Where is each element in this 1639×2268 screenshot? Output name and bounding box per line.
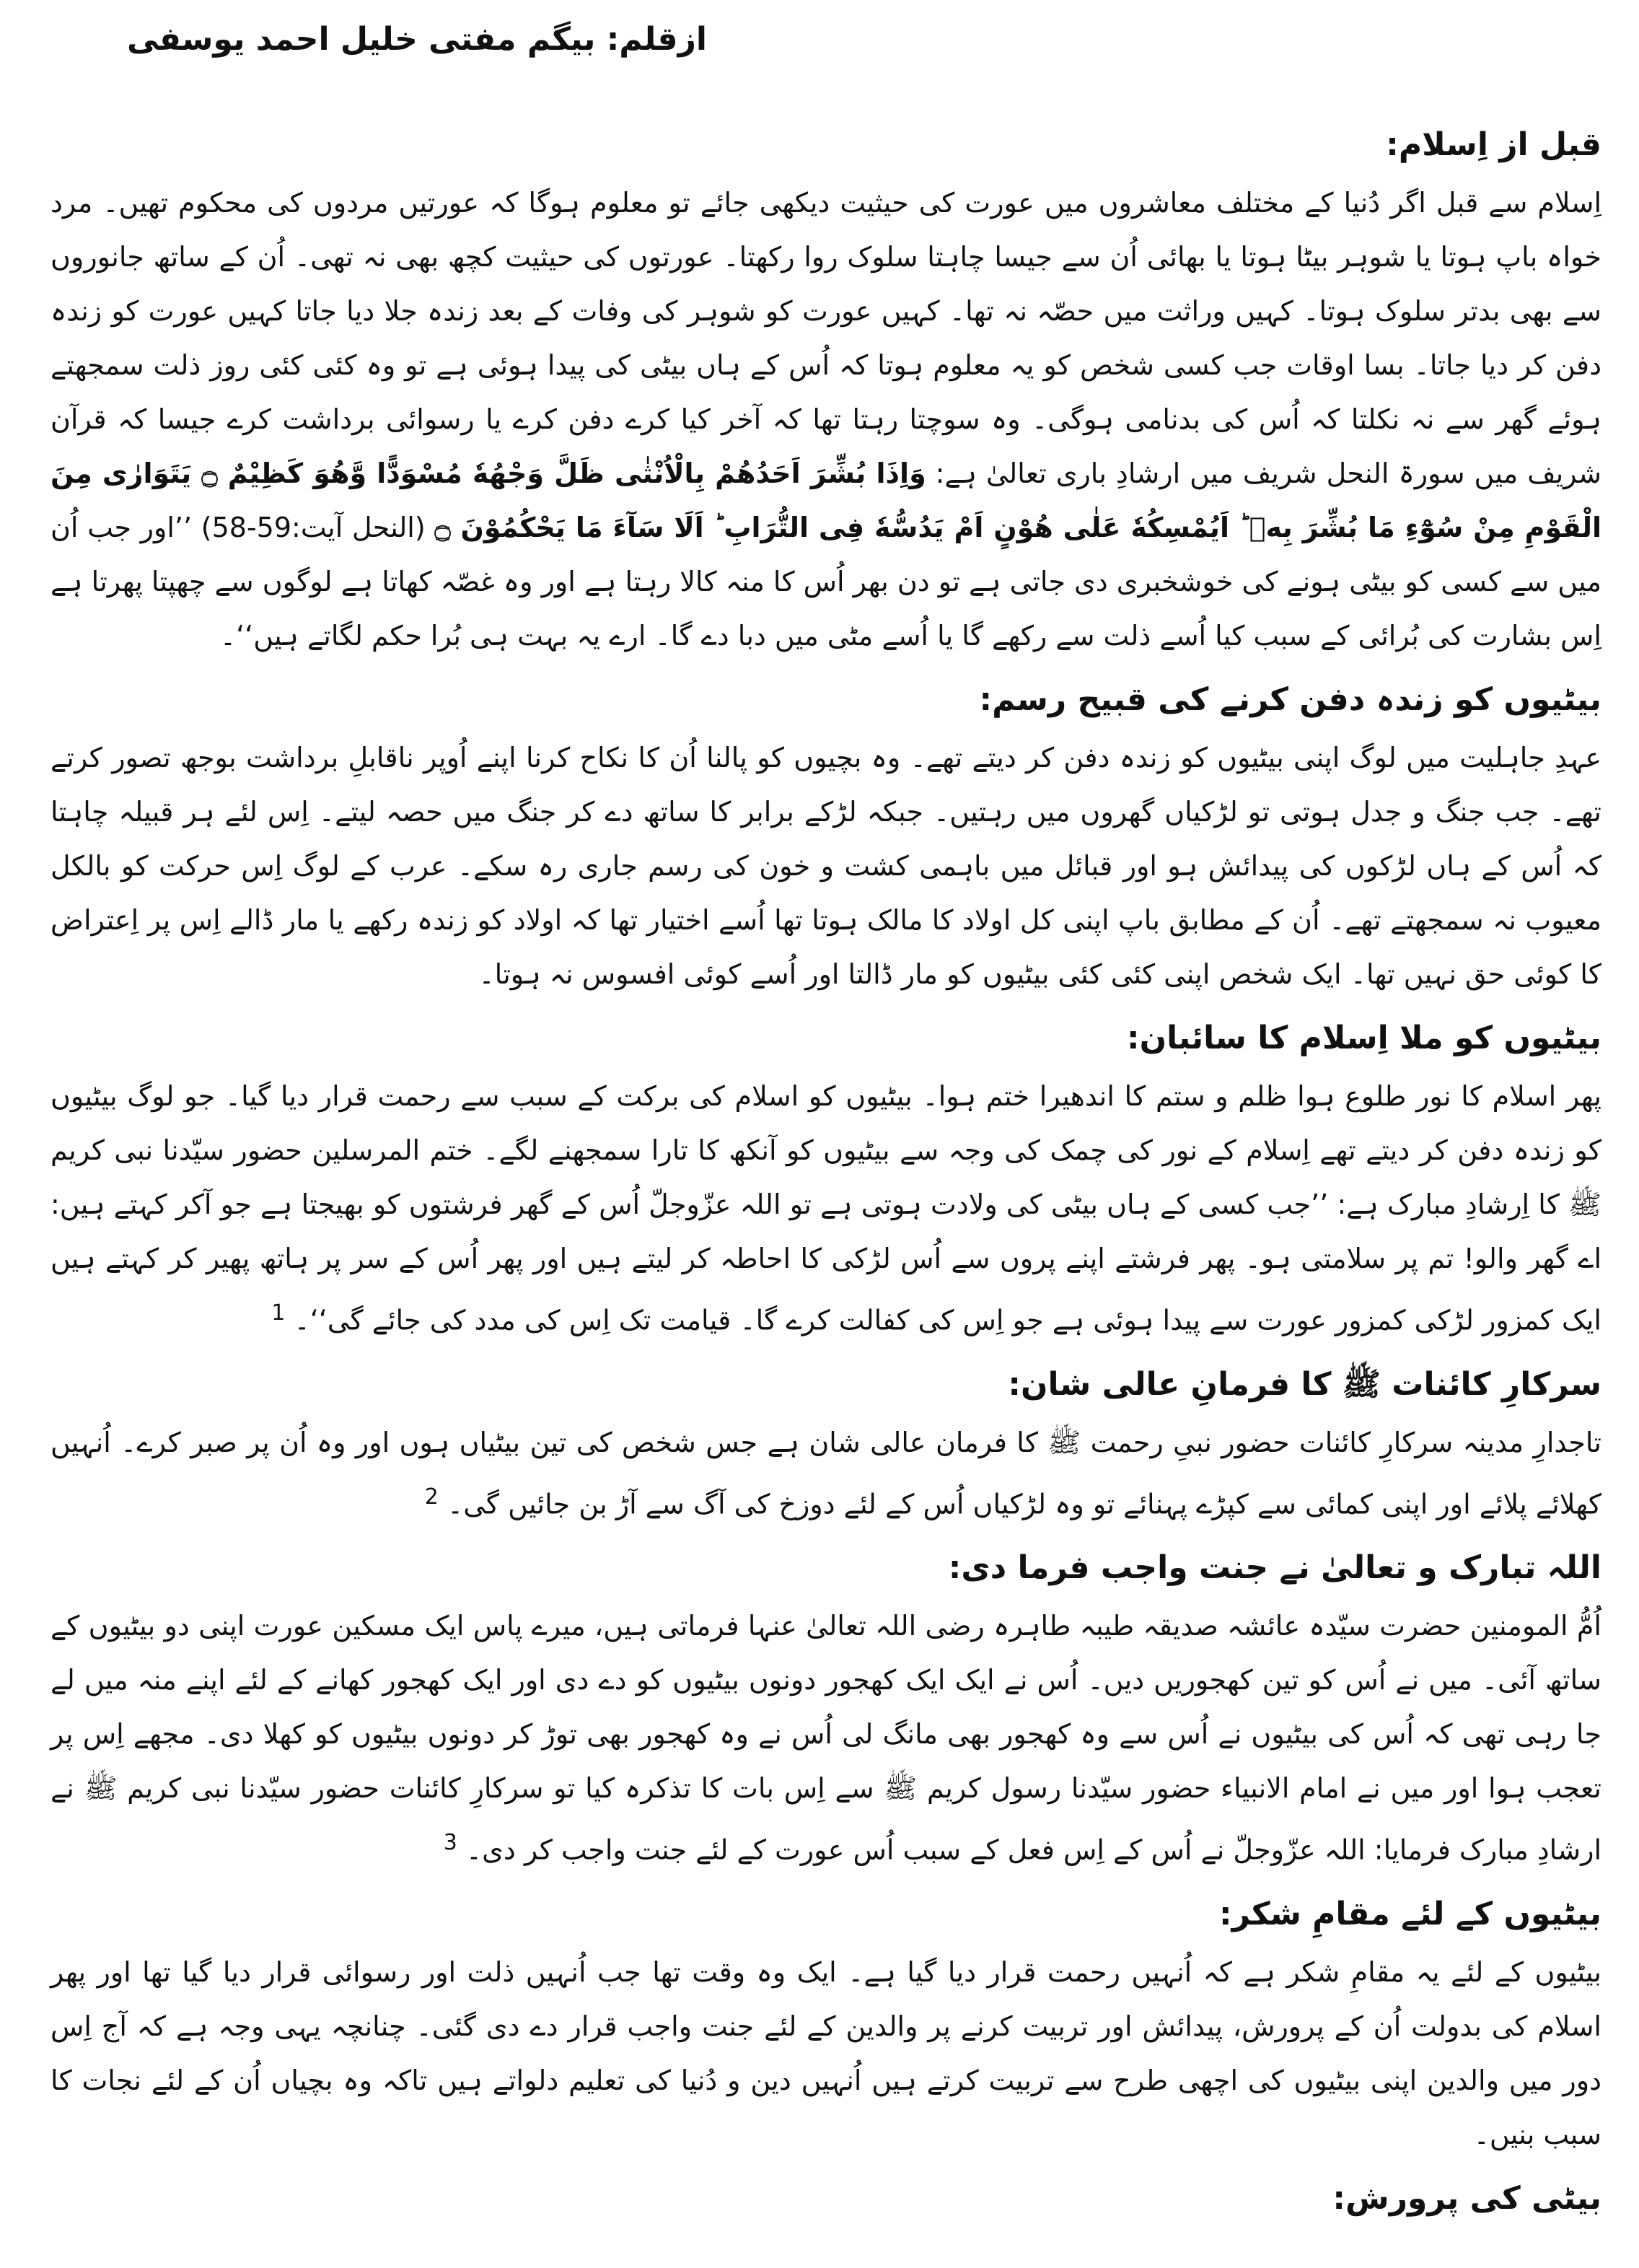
paragraph-text: تاجدارِ مدینہ سرکارِ کائنات حضور نبیِ رحمت ﷺ کا فرمان عالی شان ہے جس شخص کی تین بیٹیاں ہوں اور وہ اُن پر صبر کرے۔ اُنہیں کھلائے پلائے اور اپنی کمائی سے کپڑے پہنائے تو وہ لڑکیاں اُس کے لئے دوزخ کی آگ سے آڑ بن جائیں گی۔	[50, 1426, 1601, 1520]
footnote-marker[interactable]: 3	[443, 1830, 457, 1856]
section-prophet-saying	[50, 1361, 1601, 1532]
section-gratitude	[50, 1891, 1601, 2162]
paragraph-text: پھر اسلام کا نور طلوع ہوا ظلم و ستم کا اندھیرا ختم ہوا۔ بیٹیوں کو اسلام کی برکت کے سبب سے رحمت قرار دیا گیا۔ جو لوگ بیٹیوں کو زندہ دفن کر دیتے تھے اِسلام کے نور کی چمک کی وجہ سے بیٹیوں کو آنکھ کا تارا سمجھنے لگے۔ ختم المرسلین حضور سیّدنا نبی کریم ﷺ کا اِرشادِ مبارک ہے: ’’جب کسی کے ہاں بیٹی کی ولادت ہوتی ہے تو اللہ عزّوجلّ اُس کے گھر فرشتوں کو بھیجتا ہے جو آکر کہتے ہیں: اے گھر والو! تم پر سلامتی ہو۔ پھر فرشتے اپنے پروں سے اُس لڑکی کا احاطہ کر لیتے ہیں اور پھر اُس کے سر پر ہاتھ پھیر کر کہتے ہیں ایک کمزور لڑکی کمزور عورت سے پیدا ہوئی ہے جو اِس کی کفالت کرے گا۔ قیامت تک اِس کی مدد کی جائے گی‘‘۔	[50, 1080, 1601, 1336]
section-heading: اللہ تبارک و تعالیٰ نے جنت واجب فرما دی:	[948, 1549, 1601, 1587]
section-heading: بیٹی کی پرورش:	[1332, 2179, 1601, 2217]
quran-verse: وَاِذَا بُشِّرَ اَحَدُهُمْ بِالْاُنْثٰى ظَلَّ وَجْهُهٗ مُسْوَدًّا وَّهُوَ كَظِيْمٌ ۝ يَتَوَارٰى مِنَ الْقَوْمِ مِنْ سُوْٓءِ مَا بُشِّرَ بِهٖ ؕ اَيُمْسِكُهٗ عَلٰى هُوْنٍ اَمْ يَدُسُّهٗ فِى التُّرَابِ ؕ اَلَا سَآءَ مَا يَحْكُمُوْنَ ۝	[50, 457, 1601, 543]
paragraph	[50, 1599, 1601, 1878]
paragraph	[50, 1069, 1601, 1348]
author-byline: ازقلم: بیگم مفتی خلیل احمد یوسفی	[126, 21, 707, 58]
section-upbringing	[50, 2175, 1601, 2223]
section-paradise-obligatory	[50, 1544, 1601, 1878]
section-heading: بیٹیوں کو ملا اِسلام کا سائبان:	[1126, 1020, 1601, 1056]
section-burying-daughters	[50, 676, 1601, 1002]
section-before-islam	[50, 121, 1601, 663]
footnote-marker[interactable]: 2	[424, 1484, 439, 1510]
section-heading: بیٹیوں کے لئے مقامِ شکر:	[1219, 1895, 1601, 1932]
paragraph	[50, 176, 1601, 663]
article-body	[50, 108, 1601, 2230]
verse-translation: (النحل آیت:59-58) ’’اور جب اُن میں سے کسی کو بیٹی ہونے کی خوشخبری دی جاتی ہے تو دن بھر اُس کا منہ کالا رہتا ہے اور وہ غصّہ کھاتا ہے لوگوں سے چھپتا پھرتا ہے اِس بشارت کی بُرائی کے سبب کیا اُسے ذلت سے رکھے گا یا اُسے مٹی میں دبا دے گا۔ ارے یہ بہت ہی بُرا حکم لگاتے ہیں‘‘۔	[50, 512, 1601, 652]
paragraph-text: اِسلام سے قبل اگر دُنیا کے مختلف معاشروں میں عورت کی حیثیت دیکھی جائے تو معلوم ہوگا کہ عورتیں مردوں کی محکوم تھیں۔ مرد خواہ باپ ہوتا یا شوہر بیٹا ہوتا یا بھائی اُن سے جیسا چاہتا سلوک روا رکھتا۔ عورتوں کی حیثیت کچھ بھی نہ تھی۔ اُن کے ساتھ جانوروں سے بھی بدتر سلوک ہوتا۔ کہیں وراثت میں حصّہ نہ تھا۔ کہیں عورت کو شوہر کی وفات کے بعد زندہ جلا دیا جاتا کہیں عورت کو زندہ دفن کر دیا جاتا۔ بسا اوقات جب کسی شخص کو یہ معلوم ہوتا کہ اُس کے ہاں بیٹی کی پیدا ہوئی ہے تو وہ کئی کئی روز ذلت سمجھتے ہوئے گھر سے نہ نکلتا کہ اُس کی بدنامی ہوگی۔ وہ سوچتا رہتا تھا کہ آخر کیا کرے دفن کرے یا رسوائی برداشت کرے جیسا کہ قرآن شریف میں سورۃ النحل شریف میں ارشادِ باری تعالیٰ ہے:	[50, 187, 1601, 489]
footnote-marker[interactable]: 1	[271, 1300, 286, 1326]
section-heading: سرکارِ کائنات ﷺ کا فرمانِ عالی شان:	[1008, 1365, 1601, 1403]
paragraph: عہدِ جاہلیت میں لوگ اپنی بیٹیوں کو زندہ دفن کر دیتے تھے۔ وہ بچیوں کو پالنا اُن کا نکاح کرنا اپنے اُوپر ناقابلِ برداشت بوجھ تصور کرتے تھے۔ جب جنگ و جدل ہوتی تو لڑکیاں گھروں میں رہتیں۔ جبکہ لڑکے برابر کا ساتھ دے کر جنگ میں حصہ لیتے۔ اِس لئے ہر قبیلہ چاہتا کہ اُس کے ہاں لڑکوں کی پیدائش ہو اور قبائل میں باہمی کشت و خون کی رسم جاری رہ سکے۔ عرب کے لوگ اِس حرکت کو بالکل معیوب نہ سمجھتے تھے۔ اُن کے مطابق باپ اپنی کل اولاد کا مالک ہوتا تھا اُسے اختیار تھا کہ اولاد کو زندہ رکھے یا مار ڈالے اِس پر اِعتراض کا کوئی حق نہیں تھا۔ ایک شخص اپنی کئی کئی بیٹیوں کو مار ڈالتا اور اُسے کوئی افسوس نہ ہوتا۔	[50, 742, 1601, 990]
section-heading: بیٹیوں کو زندہ دفن کرنے کی قبیح رسم:	[979, 681, 1601, 718]
paragraph: بیٹیوں کے لئے یہ مقامِ شکر ہے کہ اُنہیں رحمت قرار دیا گیا ہے۔ ایک وہ وقت تھا جب اُنہیں ذلت اور رسوائی قرار دیا گیا تھا اور پھر اسلام کی بدولت اُن کے پرورش، پیدائش اور تربیت کرنے پر والدین کے لئے جنت واجب قرار دے دی گئی۔ چنانچہ یہی وجہ ہے کہ آج اِس دور میں والدین اپنی بیٹیوں کی اچھی طرح سے تربیت کرتے ہیں اُنہیں دین و دُنیا کی تعلیم دلواتے ہیں تاکہ وہ بچیاں اُن کے لئے نجات کا سبب بنیں۔	[50, 1956, 1601, 2150]
section-islam-shelter	[50, 1015, 1601, 1348]
paragraph-text: اُمُّ المومنین حضرت سیّدہ عائشہ صدیقہ طیبہ طاہرہ رضی اللہ تعالیٰ عنہا فرماتی ہیں، میرے پاس ایک مسکین عورت اپنی دو بیٹیوں کے ساتھ آئی۔ میں نے اُس کو تین کھجوریں دیں۔ اُس نے ایک ایک کھجور دونوں بیٹیوں کو دے دی اور ایک کھجور کھانے کے لئے اپنے منہ میں لے جا رہی تھی کہ اُس کی بیٹیوں نے اُس سے وہ کھجور بھی مانگ لی اُس نے وہ کھجور بھی توڑ کر دونوں بیٹیوں کو کھلا دی۔ مجھے اِس پر تعجب ہوا اور میں نے امام الانبیاء حضور سیّدنا رسول کریم ﷺ سے اِس بات کا تذکرہ کیا تو سرکارِ کائنات حضور سیّدنا نبی کریم ﷺ نے ارشادِ مبارک فرمایا: اللہ عزّوجلّ نے اُس کے اِس فعل کے سبب اُس عورت کے لئے جنت واجب کر دی۔	[50, 1610, 1601, 1866]
paragraph	[50, 1416, 1601, 1532]
section-heading: قبل از اِسلام:	[1386, 126, 1601, 163]
